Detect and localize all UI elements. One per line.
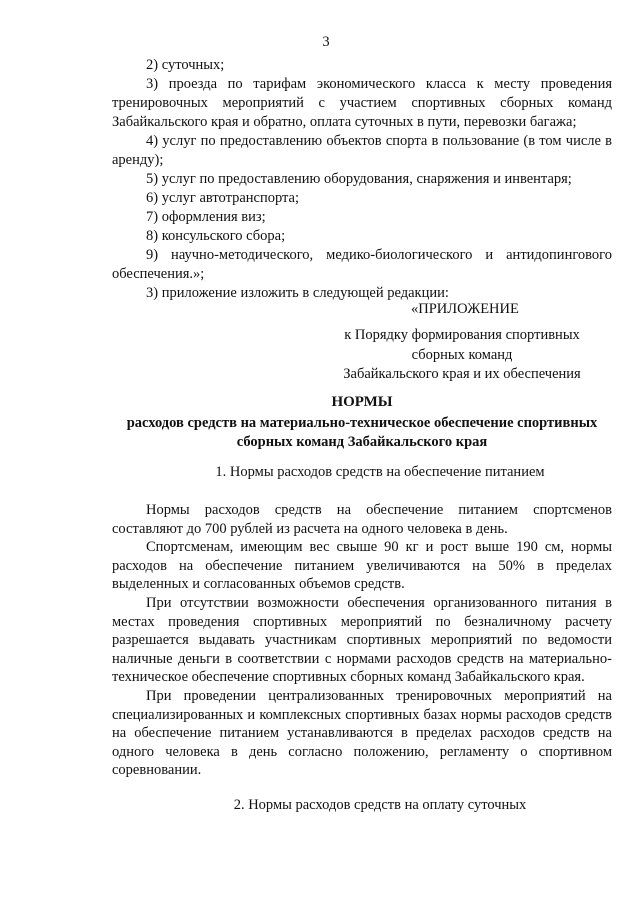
appendix-line: Забайкальского края и их обеспечения — [343, 366, 581, 382]
paragraph: При проведении централизованных тренировочных мероприятий на специализированных и комплексных спортивных базах нормы расходов средств на обеспечение питанием устанавливаются в пределах расходов средств на одного человека в день согласно положению, регламенту о спортивном соревновании. — [112, 687, 612, 779]
appendix-subtitle — [330, 326, 594, 385]
paragraph: Нормы расходов средств на обеспечение питанием спортсменов составляют до 700 рублей из расчета на одного человека в день. — [112, 502, 612, 537]
norms-subtitle: расходов средств на материально-техническое обеспечение спортивных сборных команд Забайкальского края — [126, 415, 598, 450]
norms-heading — [112, 393, 612, 452]
list-item: 6) услуг автотранспорта; — [146, 190, 300, 206]
appendix-title: «ПРИЛОЖЕНИЕ — [411, 301, 519, 317]
page-number: 3 — [322, 34, 330, 50]
list-item: 2) суточных; — [146, 57, 225, 73]
list-item: 5) услуг по предоставлению оборудования, снаряжения и инвентаря; — [146, 171, 572, 187]
list-item: 9) научно-методического, медико-биологического и антидопингового обеспечения.»; — [112, 247, 612, 282]
list-item: 7) оформления виз; — [146, 209, 266, 225]
paragraph: При отсутствии возможности обеспечения организованного питания в местах проведения спортивных мероприятий по безналичному расчету разрешается выдавать участникам спортивных мероприятий по ведомости наличные деньги в соответствии с нормами расходов средств на материально-техническое обеспечение спортивных сборных команд Забайкальского края. — [112, 594, 612, 686]
list-item: 4) услуг по предоставлению объектов спорта в пользование (в том числе в аренду); — [112, 133, 612, 168]
paragraph: Спортсменам, имеющим вес свыше 90 кг и рост выше 190 см, нормы расходов на обеспечение питанием увеличиваются на 50% в пределах выделенных и согласованных объемов средств. — [112, 539, 612, 593]
section-title: 2. Нормы расходов средств на оплату суточных — [233, 797, 527, 813]
section-title: 1. Нормы расходов средств на обеспечение питанием — [215, 464, 545, 480]
appendix-line: к Порядку формирования спортивных — [344, 327, 580, 343]
expense-list — [112, 56, 612, 303]
norms-title: НОРМЫ — [331, 394, 393, 410]
list-item: 3) приложение изложить в следующей редакции: — [146, 285, 449, 301]
list-item: 3) проезда по тарифам экономического класса к месту проведения тренировочных мероприятий с участием спортивных сборных команд Забайкальского края и обратно, оплата суточных в пути, перевозки багажа; — [112, 76, 612, 130]
appendix-line: сборных команд — [411, 346, 513, 363]
list-item: 8) консульского сбора; — [146, 228, 286, 244]
section-body — [112, 501, 612, 780]
